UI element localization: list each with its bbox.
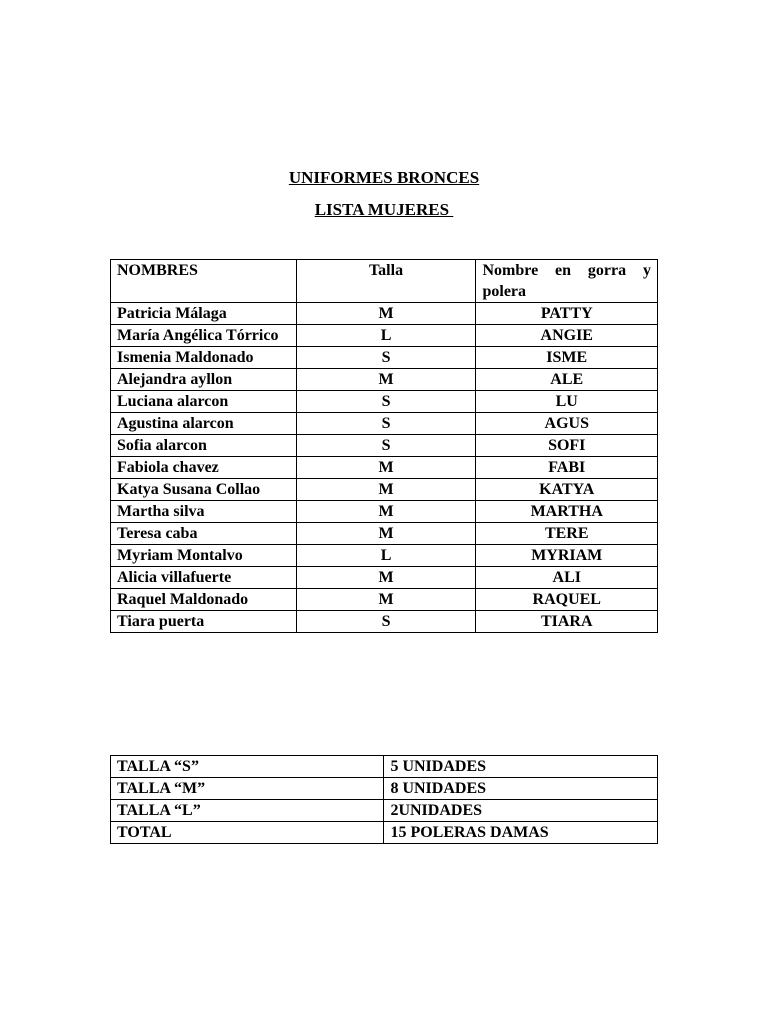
summary-total-row — [111, 822, 658, 844]
nickname-cell: KATYA — [476, 479, 658, 501]
size-cell: M — [296, 369, 476, 391]
nickname-cell: RAQUEL — [476, 589, 658, 611]
name-cell: Ismenia Maldonado — [111, 347, 297, 369]
size-cell: S — [296, 611, 476, 633]
name-cell: Katya Susana Collao — [111, 479, 297, 501]
name-cell: Agustina alarcon — [111, 413, 297, 435]
document-title: UNIFORMES BRONCES — [288, 168, 480, 187]
table-row — [111, 567, 658, 589]
nickname-cell: ISME — [476, 347, 658, 369]
table-row — [111, 457, 658, 479]
nickname-cell: ALI — [476, 567, 658, 589]
table-row — [111, 545, 658, 567]
table-row — [111, 589, 658, 611]
summary-label: TOTAL — [111, 822, 384, 844]
nickname-cell: LU — [476, 391, 658, 413]
name-cell: Tiara puerta — [111, 611, 297, 633]
size-cell: M — [296, 501, 476, 523]
name-cell: Alejandra ayllon — [111, 369, 297, 391]
table-row — [111, 523, 658, 545]
nickname-cell: MYRIAM — [476, 545, 658, 567]
document-subtitle: LISTA MUJERES — [314, 200, 454, 219]
size-cell: L — [296, 545, 476, 567]
summary-label: TALLA “L” — [111, 800, 384, 822]
size-cell: S — [296, 413, 476, 435]
summary-value: 5 UNIDADES — [384, 756, 658, 778]
nickname-cell: SOFI — [476, 435, 658, 457]
name-cell: Luciana alarcon — [111, 391, 297, 413]
name-cell: Sofia alarcon — [111, 435, 297, 457]
name-cell: María Angélica Tórrico — [111, 325, 297, 347]
size-cell: M — [296, 479, 476, 501]
nickname-cell: ANGIE — [476, 325, 658, 347]
size-cell: L — [296, 325, 476, 347]
table-row — [111, 435, 658, 457]
summary-label: TALLA “M” — [111, 778, 384, 800]
table-header-row — [111, 260, 658, 303]
uniform-list-table — [110, 259, 658, 633]
size-cell: M — [296, 567, 476, 589]
nickname-cell: TERE — [476, 523, 658, 545]
header-names: NOMBRES — [111, 260, 297, 303]
size-cell: S — [296, 435, 476, 457]
size-cell: M — [296, 589, 476, 611]
size-summary-table — [110, 755, 658, 844]
name-cell: Teresa caba — [111, 523, 297, 545]
nickname-cell: TIARA — [476, 611, 658, 633]
table-row — [111, 303, 658, 325]
name-cell: Raquel Maldonado — [111, 589, 297, 611]
name-cell: Alicia villafuerte — [111, 567, 297, 589]
size-cell: M — [296, 457, 476, 479]
summary-row — [111, 800, 658, 822]
table-row — [111, 325, 658, 347]
table-row — [111, 369, 658, 391]
summary-row — [111, 778, 658, 800]
name-cell: Patricia Málaga — [111, 303, 297, 325]
header-cap-name: Nombre en gorra y polera — [476, 260, 658, 303]
nickname-cell: AGUS — [476, 413, 658, 435]
table-row — [111, 611, 658, 633]
summary-value: 15 POLERAS DAMAS — [384, 822, 658, 844]
size-cell: M — [296, 523, 476, 545]
table-row — [111, 413, 658, 435]
summary-value: 2UNIDADES — [384, 800, 658, 822]
size-cell: S — [296, 391, 476, 413]
summary-row — [111, 756, 658, 778]
table-row — [111, 479, 658, 501]
summary-value: 8 UNIDADES — [384, 778, 658, 800]
header-size: Talla — [296, 260, 476, 303]
nickname-cell: ALE — [476, 369, 658, 391]
table-row — [111, 347, 658, 369]
name-cell: Martha silva — [111, 501, 297, 523]
name-cell: Fabiola chavez — [111, 457, 297, 479]
nickname-cell: FABI — [476, 457, 658, 479]
size-cell: S — [296, 347, 476, 369]
name-cell: Myriam Montalvo — [111, 545, 297, 567]
size-cell: M — [296, 303, 476, 325]
nickname-cell: PATTY — [476, 303, 658, 325]
nickname-cell: MARTHA — [476, 501, 658, 523]
table-row — [111, 391, 658, 413]
summary-label: TALLA “S” — [111, 756, 384, 778]
table-row — [111, 501, 658, 523]
